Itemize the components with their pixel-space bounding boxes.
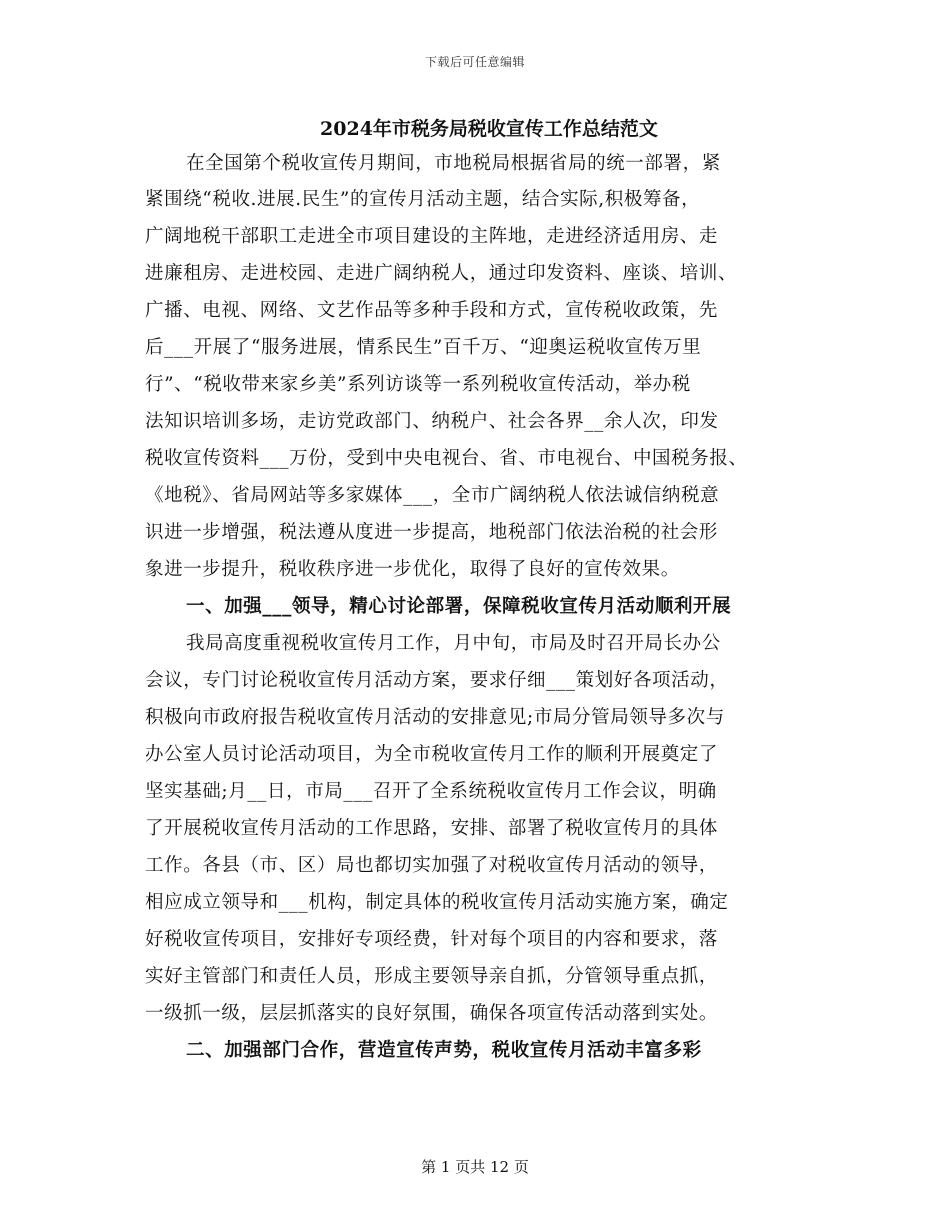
paragraph-line: 后___开展了“服务进展，情系民生”百千万、“迎奥运税收宣传万里 bbox=[145, 337, 702, 358]
paragraph-line: 了开展税收宣传月活动的工作思路，安排、部署了税收宣传月的具体 bbox=[145, 818, 719, 839]
paragraph-line: 广播、电视、网络、文艺作品等多种手段和方式，宣传税收政策，先 bbox=[145, 300, 719, 321]
paragraph-line: 紧围绕“税收.进展.民生”的宣传月活动主题，结合实际,积极筹备， bbox=[145, 189, 701, 210]
paragraph-line: 进廉租房、走进校园、走进广阔纳税人，通过印发资料、座谈、培训、 bbox=[145, 263, 738, 284]
paragraph-line: 相应成立领导和___机构，制定具体的税收宣传月活动实施方案，确定 bbox=[145, 892, 729, 913]
paragraph-line: 会议，专门讨论税收宣传月活动方案，要求仔细___策划好各项活动， bbox=[145, 670, 729, 691]
paragraph-line: 实好主管部门和责任人员，形成主要领导亲自抓，分管领导重点抓， bbox=[145, 966, 719, 987]
paragraph-line: 《地税》、省局网站等多家媒体___，全市广阔纳税人依法诚信纳税意 bbox=[145, 485, 720, 506]
section-heading-1: 一、加强___领导，精心讨论部署，保障税收宣传月活动顺利开展 bbox=[186, 596, 732, 617]
document-title: 2024年市税务局税收宣传工作总结范文 bbox=[320, 118, 658, 140]
paragraph-line: 工作。各县（市、区）局也都切实加强了对税收宣传月活动的领导， bbox=[145, 855, 719, 876]
paragraph-line: 税收宣传资料___万份，受到中央电视台、省、市电视台、中国税务报、 bbox=[145, 448, 748, 469]
paragraph-line: 办公室人员讨论活动项目，为全市税收宣传月工作的顺利开展奠定了 bbox=[145, 744, 719, 765]
paragraph-line: 行”、“税收带来家乡美”系列访谈等一系列税收宣传活动，举办税 bbox=[145, 374, 691, 395]
paragraph-line: 象进一步提升，税收秩序进一步优化，取得了良好的宣传效果。 bbox=[145, 559, 680, 580]
paragraph-line: 广阔地税干部职工走进全市项目建设的主阵地，走进经济适用房、走 bbox=[145, 226, 719, 247]
paragraph-line: 在全国第个税收宣传月期间，市地税局根据省局的统一部署，紧 bbox=[186, 153, 721, 174]
paragraph-line: 坚实基础;月__日，市局___召开了全系统税收宣传月工作会议，明确 bbox=[145, 781, 717, 802]
paragraph-line: 法知识培训多场，走访党政部门、纳税户、社会各界__余人次，印发 bbox=[145, 411, 719, 432]
header-note: 下载后可任意编辑 bbox=[424, 55, 525, 69]
paragraph-line: 积极向市政府报告税收宣传月活动的安排意见;市局分管局领导多次与 bbox=[145, 707, 725, 728]
paragraph-line: 我局高度重视税收宣传月工作，月中旬，市局及时召开局长办公 bbox=[186, 633, 721, 654]
section-heading-2: 二、加强部门合作，营造宣传声势，税收宣传月活动丰富多彩 bbox=[186, 1040, 702, 1061]
paragraph-line: 好税收宣传项目，安排好专项经费，针对每个项目的内容和要求，落 bbox=[145, 929, 719, 950]
paragraph-line: 识进一步增强，税法遵从度进一步提高，地税部门依法治税的社会形 bbox=[145, 522, 719, 543]
paragraph-line: 一级抓一级，层层抓落实的良好氛围，确保各项宣传活动落到实处。 bbox=[145, 1003, 719, 1024]
page-footer: 第 1 页共 12 页 bbox=[421, 1158, 529, 1176]
